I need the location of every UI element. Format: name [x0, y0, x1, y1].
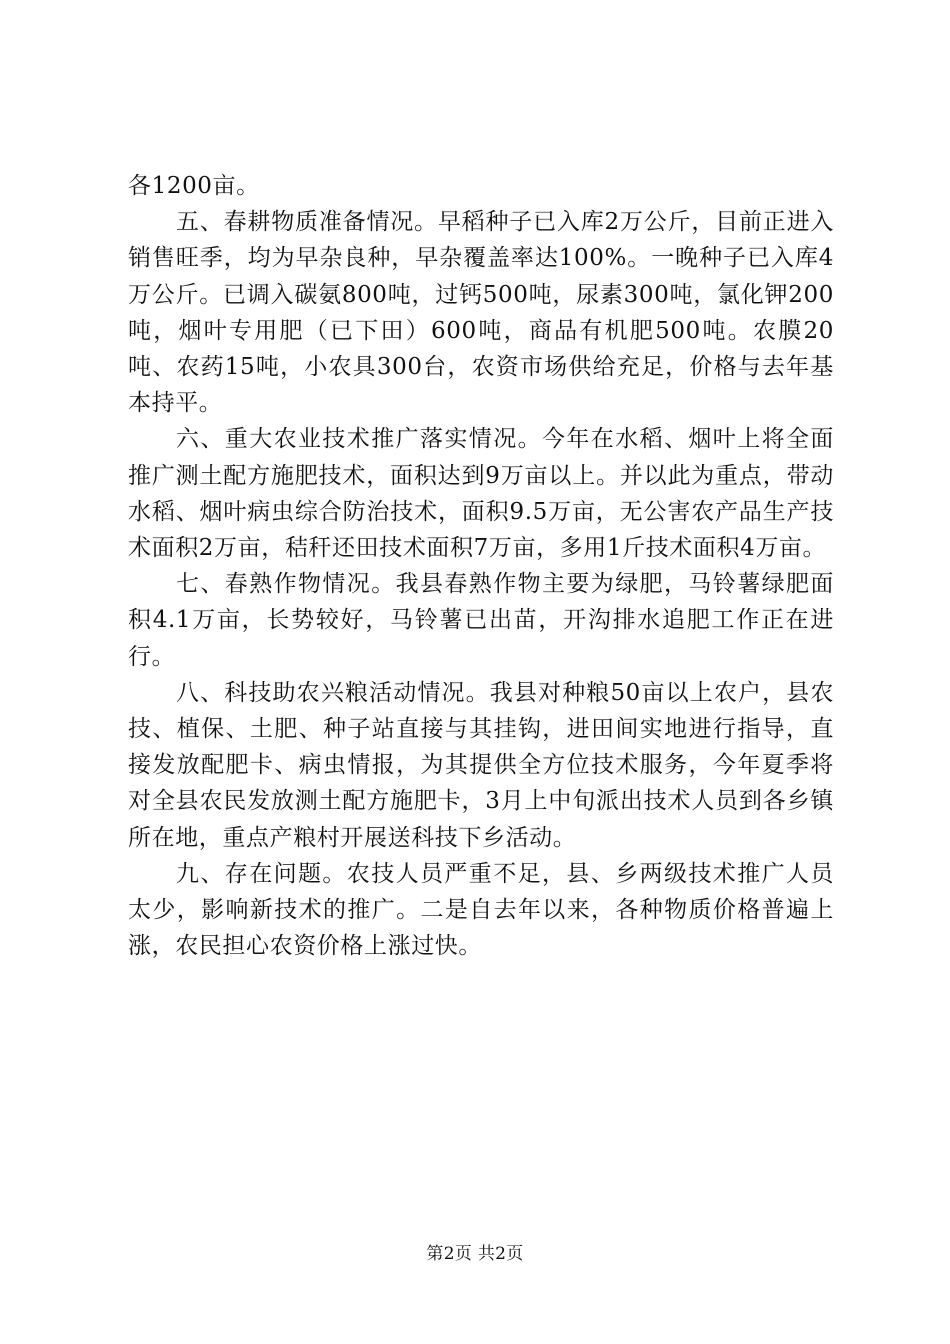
paragraph-spring-supplies: 五、春耕物质准备情况。早稻种子已入库2万公斤，目前正进入销售旺季，均为早杂良种，早杂覆盖率达100%。一晚种子已入库4万公斤。已调入碳氨800吨，过钙500吨，尿素300吨，氯化钾200吨，烟叶专用肥（已下田）600吨，商品有机肥500吨。农膜20吨、农药15吨，小农具300台，农资市场供给充足，价格与去年基本持平。: [128, 209, 834, 417]
paragraph-continuation: 各1200亩。: [128, 173, 260, 199]
paragraph-tech-aid-activity: 八、科技助农兴粮活动情况。我县对种粮50亩以上农户，县农技、植保、土肥、种子站直接与其挂钩，进田间实地进行指导，直接发放配肥卡、病虫情报，为其提供全方位技术服务，今年夏季将对全县农民发放测土配方施肥卡，3月上中旬派出技术人员到各乡镇所在地，重点产粮村开展送科技下乡活动。: [128, 679, 834, 851]
page-number-footer: 第2页 共2页: [426, 1244, 524, 1264]
paragraph-tech-promotion: 六、重大农业技术推广落实情况。今年在水稻、烟叶上将全面推广测土配方施肥技术，面积达到9万亩以上。并以此为重点，带动水稻、烟叶病虫综合防治技术，面积9.5万亩，无公害农产品生产技术面积2万亩，秸秆还田技术面积7万亩，多用1斤技术面积4万亩。: [128, 426, 834, 562]
paragraph-spring-crops: 七、春熟作物情况。我县春熟作物主要为绿肥，马铃薯绿肥面积4.1万亩，长势较好，马铃薯已出苗，开沟排水追肥工作正在进行。: [128, 571, 834, 670]
paragraph-existing-problems: 九、存在问题。农技人员严重不足，县、乡两级技术推广人员太少，影响新技术的推广。二是自去年以来，各种物质价格普遍上涨，农民担心农资价格上涨过快。: [128, 860, 834, 960]
document-body: [128, 168, 834, 964]
